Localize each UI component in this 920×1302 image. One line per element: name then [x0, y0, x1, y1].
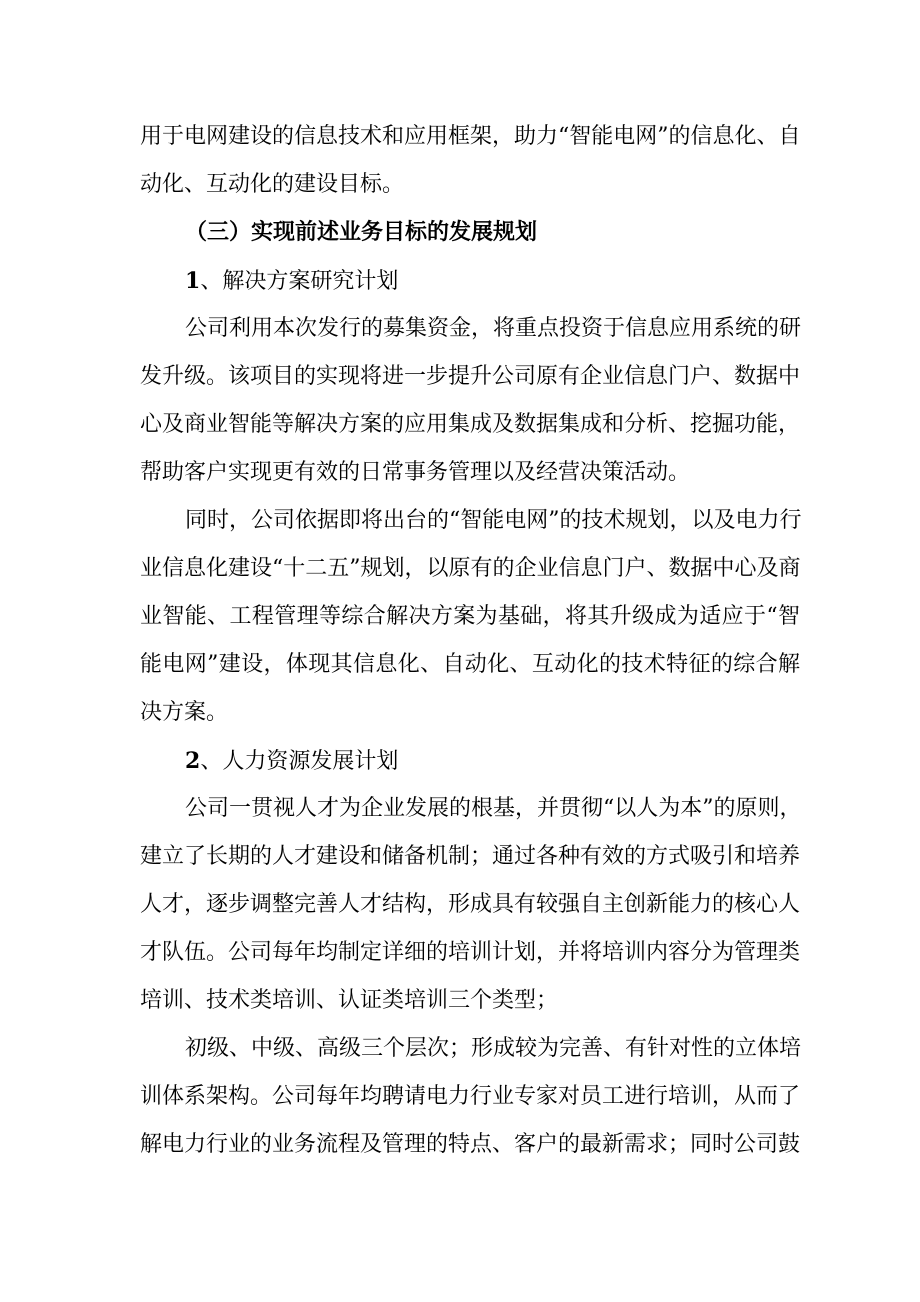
paragraph-line: 业智能、工程管理等综合解决方案为基础，将其升级成为适应于“智: [140, 604, 800, 629]
paragraph-line: 初级、中级、高级三个层次；形成较为完善、有针对性的立体培: [185, 1036, 802, 1061]
paragraph-line: 建立了长期的人才建设和储备机制；通过各种有效的方式吸引和培养: [140, 844, 801, 869]
paragraph-line: 训体系架构。公司每年均聘请电力行业专家对员工进行培训，从而了: [140, 1084, 801, 1109]
item-heading-2: [185, 746, 800, 776]
paragraph-line: 公司利用本次发行的募集资金，将重点投资于信息应用系统的研: [185, 316, 802, 341]
section-heading: （三）实现前述业务目标的发展规划: [185, 220, 538, 245]
paragraph-line: 同时，公司依据即将出台的“智能电网”的技术规划，以及电力行: [185, 508, 802, 533]
paragraph-line: 解电力行业的业务流程及管理的特点、客户的最新需求；同时公司鼓: [140, 1132, 801, 1157]
item-title: 、解决方案研究计划: [200, 269, 399, 294]
paragraph-line: 业信息化建设“十二五”规划，以原有的企业信息门户、数据中心及商: [140, 556, 801, 581]
item-number: 1: [185, 268, 201, 294]
paragraph-line: 才队伍。公司每年均制定详细的培训计划，并将培训内容分为管理类: [140, 940, 801, 965]
paragraph-line: 培训、技术类培训、认证类培训三个类型；: [140, 988, 559, 1013]
paragraph-line: 公司一贯视人才为企业发展的根基，并贯彻“以人为本”的原则，: [185, 796, 802, 821]
paragraph-line: 用于电网建设的信息技术和应用框架，助力“智能电网”的信息化、自: [140, 124, 801, 149]
paragraph-line: 决方案。: [140, 700, 229, 725]
paragraph-line: 人才，逐步调整完善人才结构，形成具有较强自主创新能力的核心人: [140, 892, 801, 917]
item-title: 、人力资源发展计划: [200, 749, 399, 774]
paragraph-line: 能电网”建设，体现其信息化、自动化、互动化的技术特征的综合解: [140, 652, 800, 677]
paragraph-line: 帮助客户实现更有效的日常事务管理以及经营决策活动。: [140, 460, 691, 485]
paragraph-line: 动化、互动化的建设目标。: [140, 172, 405, 197]
paragraph-line: 心及商业智能等解决方案的应用集成及数据集成和分析、挖掘功能，: [140, 412, 801, 437]
paragraph-line: 发升级。该项目的实现将进一步提升公司原有企业信息门户、数据中: [140, 364, 801, 389]
item-heading-1: [185, 266, 800, 296]
item-number: 2: [185, 748, 201, 774]
